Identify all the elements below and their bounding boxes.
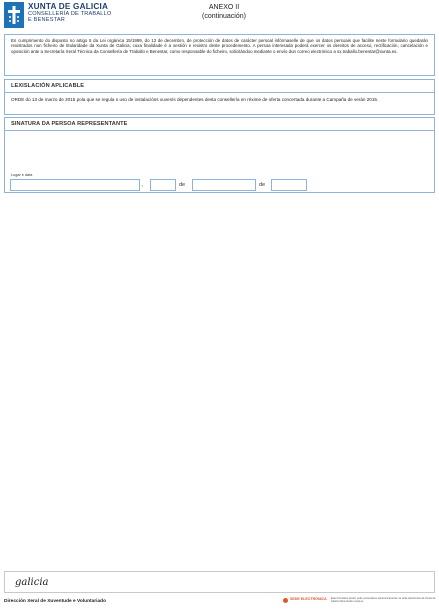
legislation-title: LEXISLACIÓN APLICABLE [5, 83, 434, 93]
privacy-notice-text: En cumprimento do disposto no artigo 5 da Lei orgánica 15/1999, do 13 de decembro, de protección de datos de carácter persoal infórmaselle de que os datos persoais que facilite neste formulario quedarán rexistrados nun ficheiro de titularidade da Xunta de Galicia, cuxa finalidade é a xestión e rexistro deste procedemento. A persoa interesada poderá exercer os dereitos de acceso, rectificación, cancelación e oposición ante a Secretaría Xeral Técnica da Consellería de Traballo e Benestar, como responsable do ficheiro, solicitándoo mediante o envío dun correo electrónico a sx.traballo.benestar@xunta.es. [11, 38, 428, 54]
de-separator-2: de [259, 182, 266, 188]
sede-name: SEDE ELECTRÓNICA [290, 597, 327, 601]
page-header [4, 2, 435, 32]
department-line-1: CONSELLERÍA DE TRABALLO [28, 11, 112, 17]
sede-electronica[interactable] [283, 597, 439, 603]
annex-heading [184, 3, 264, 21]
place-field[interactable] [10, 179, 140, 191]
galicia-brand-logo: galicia [15, 577, 49, 588]
annex-subtitle: (continuación) [202, 13, 246, 20]
de-separator-1: de [179, 182, 186, 188]
privacy-notice-box [4, 34, 435, 76]
department-line-2: E BENESTAR [28, 17, 66, 23]
legislation-box [4, 79, 435, 115]
xunta-cross-shield-icon [4, 2, 24, 28]
signature-title: SINATURA DA PERSOA REPRESENTANTE [5, 121, 434, 131]
xunta-logo [4, 2, 111, 28]
signature-box [4, 117, 435, 193]
footer-box [4, 571, 435, 593]
org-name: XUNTA DE GALICIA [28, 2, 109, 11]
directorate-name: Dirección Xeral de Xuventude e Voluntariado [4, 599, 107, 604]
sede-dot-icon [283, 598, 288, 603]
sede-note: Este formulario tamén pode presentarse electronicamente na sede electrónica da Xunta de Galicia https://sede.xunta.es [330, 597, 436, 604]
annex-title: ANEXO II [208, 4, 240, 11]
legislation-text: ORDE do 13 de marzo de 2015 pola que se regula o uso de instalacións xuvenís dependentes desta consellería en réxime de oferta concertada durante a Campaña de verán 2015. [11, 97, 379, 102]
logo-text [28, 2, 111, 23]
year-field[interactable] [271, 179, 307, 191]
place-date-label: Lugar e data [11, 173, 33, 177]
day-field[interactable] [150, 179, 176, 191]
comma-separator: , [142, 182, 144, 188]
month-field[interactable] [192, 179, 256, 191]
